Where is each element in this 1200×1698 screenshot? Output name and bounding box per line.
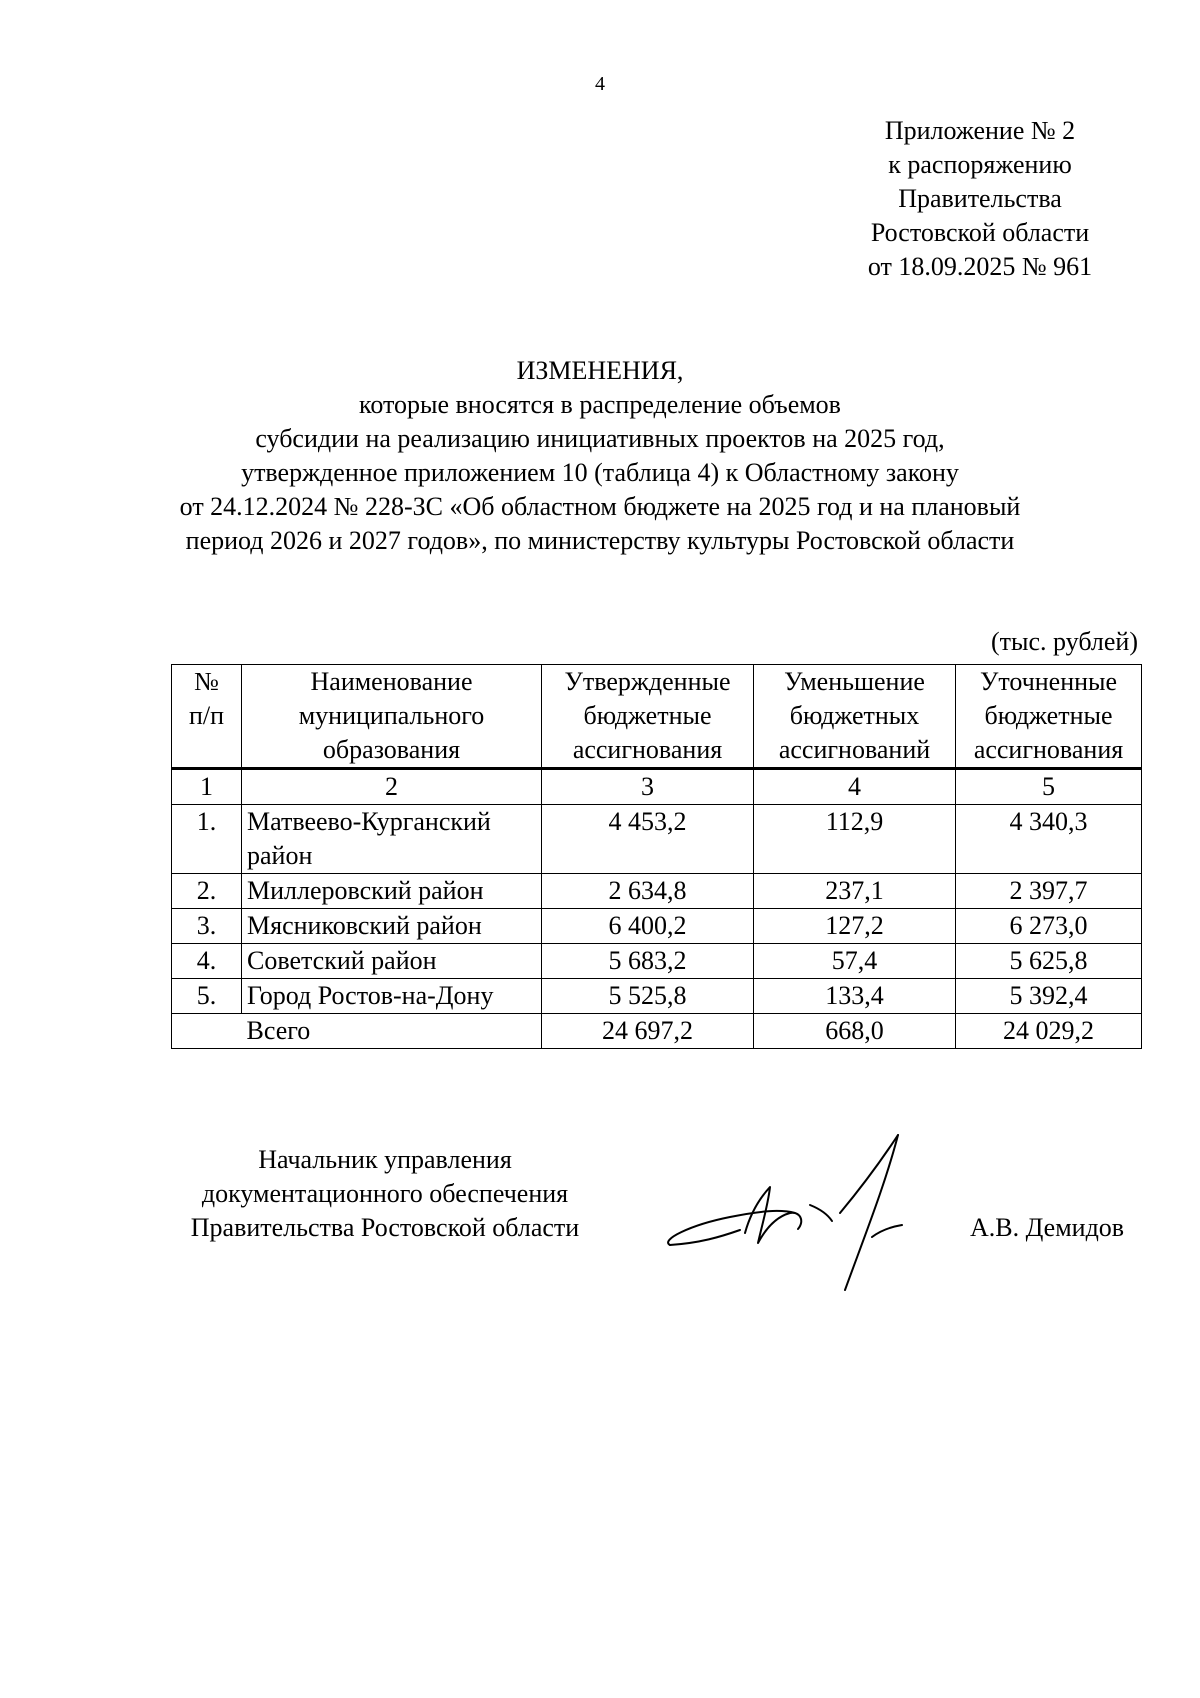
appendix-line: Правительства: [898, 184, 1062, 213]
municipality-name: Советский район: [242, 944, 542, 979]
column-number: 3: [542, 769, 754, 805]
signer-position-line: документационного обеспечения: [201, 1179, 569, 1208]
table-row: [172, 944, 1142, 979]
title-line: субсидии на реализацию инициативных проектов на 2025 год,: [255, 424, 945, 453]
signer-position: [160, 1143, 610, 1245]
appendix-block: [830, 114, 1130, 284]
appendix-line: к распоряжению: [888, 150, 1072, 179]
title-line: от 24.12.2024 № 228-ЗС «Об областном бюджете на 2025 год и на плановый: [179, 492, 1021, 521]
column-number: 1: [172, 769, 242, 805]
header-cell-number: № п/п: [172, 665, 242, 769]
municipality-name: Мясниковский район: [242, 909, 542, 944]
total-label: Всего: [242, 1014, 542, 1049]
approved-value: 6 400,2: [542, 909, 754, 944]
header-cell-name: Наименование муниципального образования: [242, 665, 542, 769]
total-decrease: 668,0: [754, 1014, 956, 1049]
appendix-line: от 18.09.2025 № 961: [867, 252, 1093, 281]
appendix-line: Ростовской области: [870, 218, 1090, 247]
document-title: [100, 354, 1100, 558]
header-cell-approved: Утвержденные бюджетные ассигнования: [542, 665, 754, 769]
approved-value: 2 634,8: [542, 874, 754, 909]
table-row: [172, 805, 1142, 874]
column-number: 4: [754, 769, 956, 805]
column-number: 2: [242, 769, 542, 805]
total-row: [172, 1014, 1142, 1049]
signer-position-line: Правительства Ростовской области: [190, 1213, 580, 1242]
page-number: 4: [595, 73, 605, 95]
municipality-name: Миллеровский район: [242, 874, 542, 909]
approved-value: 5 525,8: [542, 979, 754, 1014]
title-line: утвержденное приложением 10 (таблица 4) к Областному закону: [241, 458, 959, 487]
total-refined: 24 029,2: [956, 1014, 1142, 1049]
row-number: 2.: [172, 874, 242, 909]
refined-value: 5 392,4: [956, 979, 1142, 1014]
header-cell-refined: Уточненные бюджетные ассигнования: [956, 665, 1142, 769]
refined-value: 4 340,3: [956, 805, 1142, 874]
decrease-value: 127,2: [754, 909, 956, 944]
decrease-value: 57,4: [754, 944, 956, 979]
municipality-name: Город Ростов-на-Дону: [242, 979, 542, 1014]
signer-name: А.В. Демидов: [970, 1213, 1125, 1242]
table-row: [172, 979, 1142, 1014]
total-blank-cell: [172, 1014, 242, 1049]
title-line: которые вносятся в распределение объемов: [359, 390, 841, 419]
approved-value: 5 683,2: [542, 944, 754, 979]
table-row: [172, 874, 1142, 909]
refined-value: 2 397,7: [956, 874, 1142, 909]
row-number: 5.: [172, 979, 242, 1014]
municipality-name: Матвеево-Курганский район: [242, 805, 542, 874]
row-number: 4.: [172, 944, 242, 979]
refined-value: 6 273,0: [956, 909, 1142, 944]
decrease-value: 133,4: [754, 979, 956, 1014]
signer-position-line: Начальник управления: [258, 1145, 512, 1174]
table-header-row: [172, 665, 1142, 769]
units-label: (тыс. рублей): [990, 627, 1138, 656]
table-row: [172, 909, 1142, 944]
budget-table: [171, 664, 1142, 1049]
title-heading: ИЗМЕНЕНИЯ,: [516, 356, 684, 385]
column-number-row: [172, 769, 1142, 805]
title-line: период 2026 и 2027 годов», по министерству культуры Ростовской области: [185, 526, 1015, 555]
appendix-line: Приложение № 2: [884, 116, 1076, 145]
row-number: 3.: [172, 909, 242, 944]
decrease-value: 112,9: [754, 805, 956, 874]
column-number: 5: [956, 769, 1142, 805]
row-number: 1.: [172, 805, 242, 874]
approved-value: 4 453,2: [542, 805, 754, 874]
signature-image: [650, 1125, 950, 1295]
header-cell-decrease: Уменьшение бюджетных ассигнований: [754, 665, 956, 769]
decrease-value: 237,1: [754, 874, 956, 909]
refined-value: 5 625,8: [956, 944, 1142, 979]
total-approved: 24 697,2: [542, 1014, 754, 1049]
